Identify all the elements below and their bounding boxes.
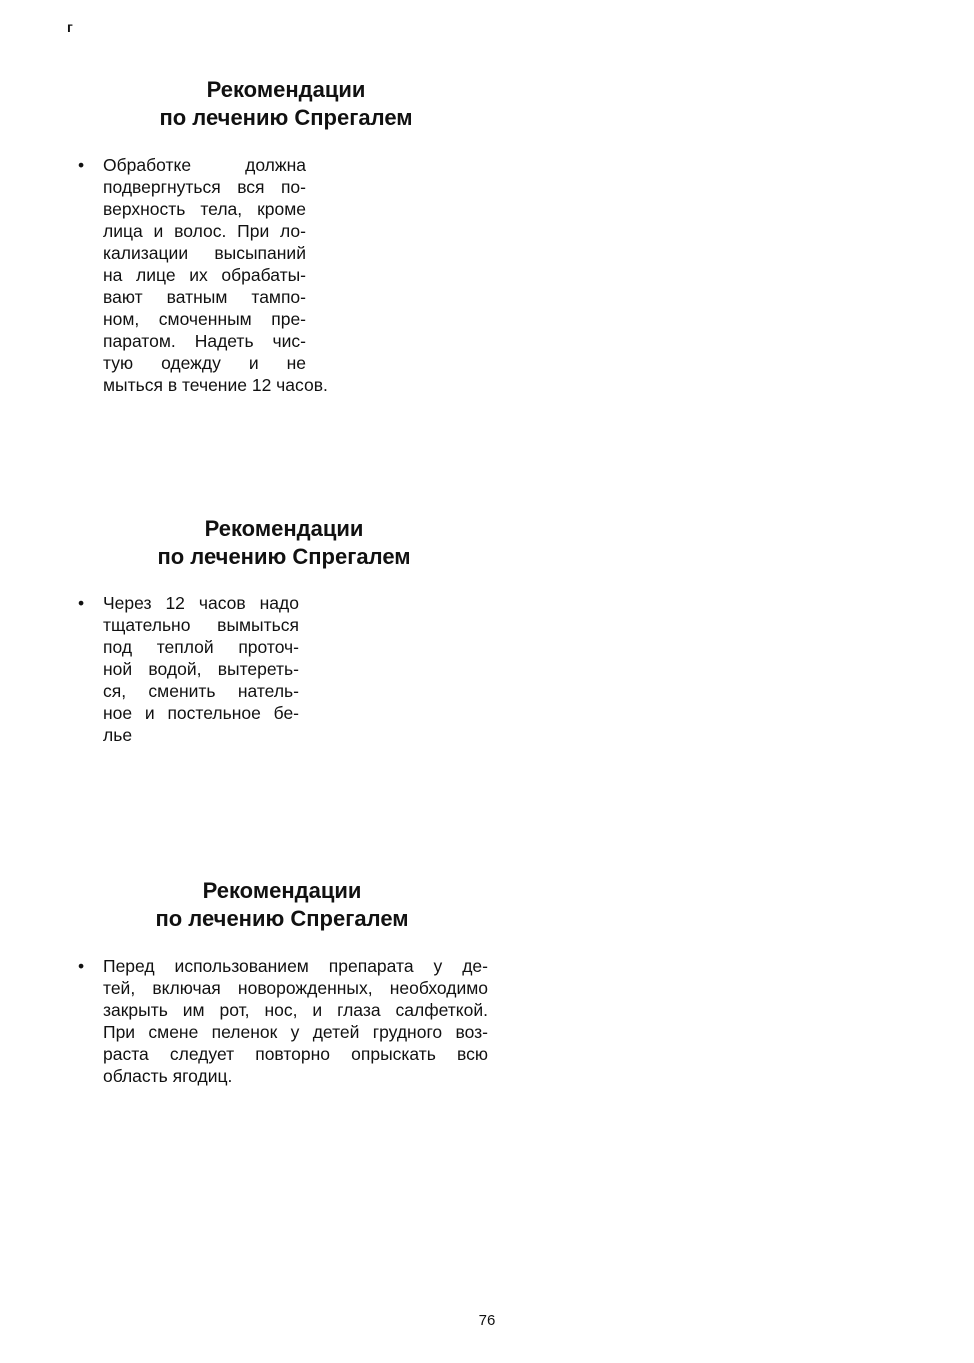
- bullet-icon: •: [78, 593, 85, 613]
- section-1-heading-line2: по лечению Спрегалем: [159, 105, 413, 130]
- text-line: раста следует повторно опрыскать всю: [103, 1044, 488, 1064]
- bullet-icon: •: [78, 956, 85, 976]
- text-line: верхность тела, кроме: [103, 199, 306, 219]
- section-1-heading: [124, 76, 448, 132]
- bullet-icon: •: [78, 155, 85, 175]
- text-line: Перед использованием препарата у де-: [103, 956, 488, 976]
- section-2-heading-line1: Рекомендации: [204, 516, 364, 541]
- text-line: Через 12 часов надо: [103, 593, 299, 613]
- text-line: ся, сменить натель-: [103, 681, 299, 701]
- corner-mark: г: [67, 19, 73, 35]
- section-3-heading-line1: Рекомендации: [202, 878, 362, 903]
- text-line: вают ватным тампо-: [103, 287, 306, 307]
- text-line: ной водой, вытереть-: [103, 659, 299, 679]
- section-2-heading-line2: по лечению Спрегалем: [157, 544, 411, 569]
- text-line: закрыть им рот, нос, и глаза салфеткой.: [103, 1000, 488, 1020]
- text-line: тей, включая новорожденных, необходимо: [103, 978, 488, 998]
- section-3-heading: [120, 877, 444, 933]
- text-line: лье: [103, 725, 133, 745]
- section-1-bullet-text: [103, 154, 328, 396]
- text-line: паратом. Надеть чис-: [103, 331, 306, 351]
- text-line: ное и постельное бе-: [103, 703, 299, 723]
- text-line: кализации высыпаний: [103, 243, 306, 263]
- text-line: лица и волос. При ло-: [103, 221, 306, 241]
- text-line: область ягодиц.: [103, 1066, 233, 1086]
- section-2-heading: [122, 515, 446, 571]
- text-line: Обработке должна: [103, 155, 306, 175]
- section-2-bullet-text: [103, 592, 299, 746]
- text-line: мыться в течение 12 часов.: [103, 375, 328, 395]
- text-line: под теплой проточ-: [103, 637, 299, 657]
- section-3-heading-line2: по лечению Спрегалем: [155, 906, 409, 931]
- page-number: 76: [478, 1312, 496, 1329]
- text-line: на лице их обрабаты-: [103, 265, 306, 285]
- text-line: тщательно вымыться: [103, 615, 299, 635]
- text-line: тую одежду и не: [103, 353, 306, 373]
- section-1-heading-line1: Рекомендации: [206, 77, 366, 102]
- text-line: подвергнуться вся по-: [103, 177, 306, 197]
- text-line: При смене пеленок у детей грудного воз-: [103, 1022, 488, 1042]
- section-3-bullet-text: [103, 955, 488, 1087]
- text-line: ном, смоченным пре-: [103, 309, 306, 329]
